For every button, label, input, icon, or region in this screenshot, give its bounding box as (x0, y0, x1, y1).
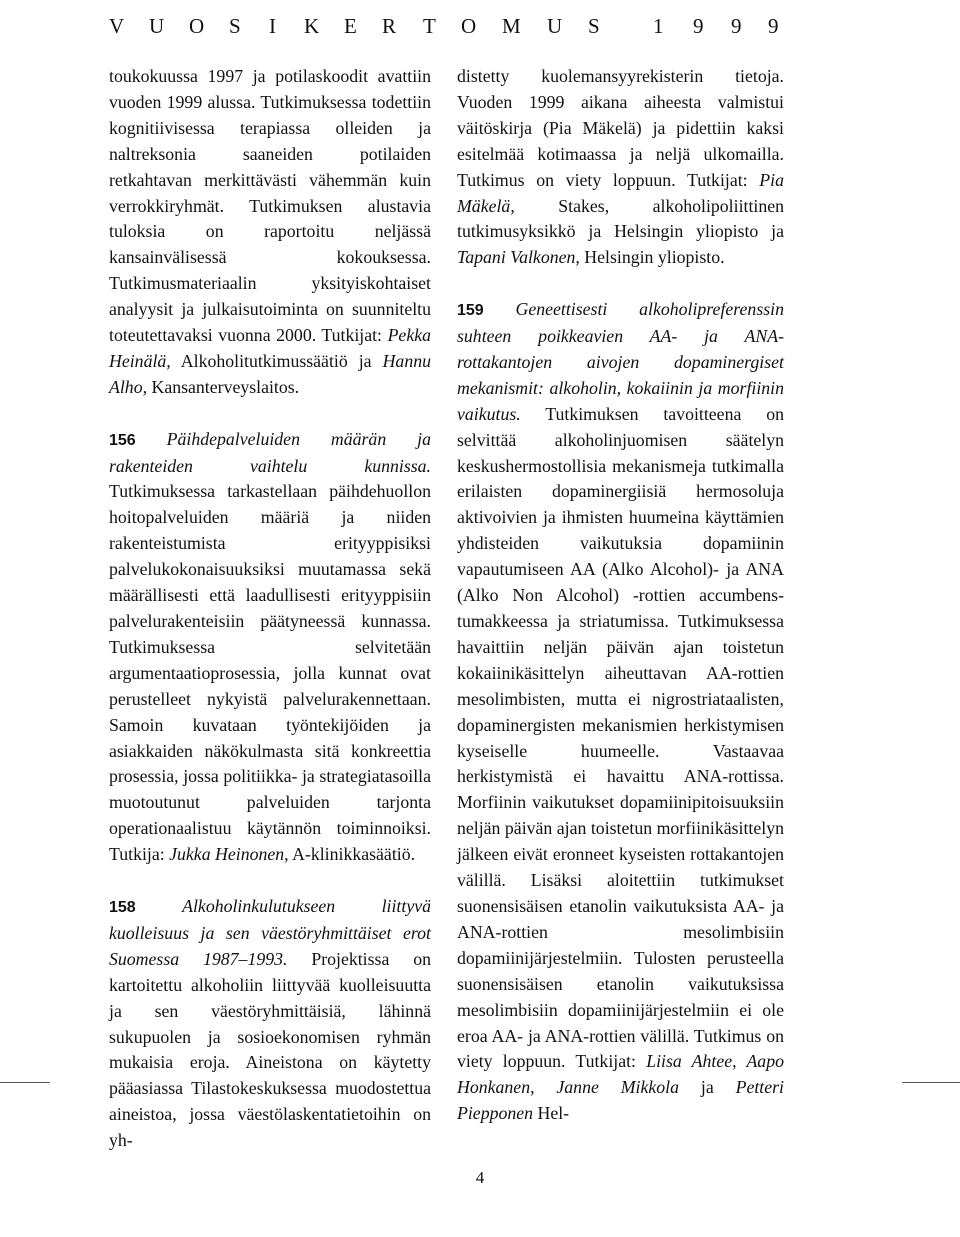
spacer (457, 271, 784, 297)
section-159 (457, 297, 784, 1127)
author-name: Pekka Heinälä, (109, 325, 431, 371)
margin-rule (0, 1082, 50, 1083)
header-letter: O (461, 14, 477, 38)
section-title: Alkoholinkulutukseen liittyvä kuolleisuus ja sen väestöryhmittäiset erot Suomessa 1987–1993. (109, 895, 431, 969)
left-column (109, 64, 431, 1154)
organization-text: Kansanterveyslaitos. (151, 376, 300, 397)
running-header (0, 14, 960, 44)
header-letter: V (109, 14, 125, 38)
header-letter: U (149, 14, 165, 38)
header-letter: E (344, 14, 357, 38)
header-letter: S (588, 14, 600, 38)
spacer (109, 868, 431, 894)
section-title: Päihdepalveluiden määrän ja rakenteiden vaihtelu kunnissa. (109, 428, 431, 476)
section-number: 158 (109, 898, 136, 916)
body-text: distetty kuolemansyyrekisterin tietoja. Vuoden 1999 aikana aiheesta valmistui väitöskirja (Pia Mäkelä) ja pidettiin kaksi esitelmää kotimaassa ja neljä ulkomailla. Tutkimus on viety loppuun. Tutkijat: (457, 66, 784, 190)
spacer (109, 401, 431, 427)
author-name: Tapani Valkonen, (457, 247, 580, 268)
paragraph (109, 64, 431, 401)
body-text: toukokuussa 1997 ja potilaskoodit avattiin vuoden 1999 alussa. Tutkimuksessa todettiin kognitiivisessa terapiassa olleiden ja naltreksonia saaneiden potilaiden retkahtavan merkittävästi vähemmän kuin verrokkiryhmät. Tutkimuksen alustavia tuloksia on raportoitu neljässä kansainvälisessä kokouksessa. Tutkimusmateriaalin yksityiskohtaiset analyysit ja julkaisutoiminta on suunniteltu toteutettavaksi vuonna 2000. Tutkijat: (109, 66, 431, 346)
section-number: 159 (457, 302, 484, 320)
header-letter: 9 (731, 14, 742, 38)
margin-rule (902, 1082, 960, 1083)
body-text: Tutkimuksen tavoitteena on selvittää alkoholinjuomisen säätelyn keskushermostollisia mekanismeja tutkimalla erilaisten dopaminergiisiä hermosoluja aktivoivien ja ihmisten huumeina käyttämien yhdisteiden vaikutuksia dopamiinin vapautumiseen AA (Alko Alcohol)- ja ANA (Alko Non Alcohol) -rottien accumbens-tumakkeessa ja striatumissa. Tutkimuksessa havaittiin neljän päivän ajan toistetun kokaiinikäsittelyn aiheuttavan AA-rottien mesolimbisten, mutta ei nigrostriataalisten, dopaminergisten mekanismien herkistymisen kyseiselle huumeelle. Vastaavaa herkistymistä ei havaittu ANA-rottissa. Morfiinin vaikutukset dopamiinipitoisuuksiin neljän päivän ajan toistetun morfiinikäsittelyn jälkeen eivät eronneet kyseisten rottakantojen välillä. Lisäksi aloitettiin tutkimukset suonensisäisen etanolin vaikutuksista AA- ja ANA-rottien mesolimbisiin dopamiinijärjestelmiin. Tulosten perusteella suonensisäisen etanolin vaikutuksissa mesolimbisiin dopamiinijärjestelmiin ei ole eroa AA- ja ANA-rottien välillä. Tutkimus on viety loppuun. Tutkijat: (457, 403, 785, 1072)
header-letter: 1 (653, 14, 664, 38)
section-156 (109, 427, 431, 868)
page-number: 4 (475, 1168, 485, 1187)
organization-text: Alkoholitutkimussäätiö ja (180, 350, 372, 371)
author-name: Petteri Piepponen (457, 1077, 784, 1124)
header-letter: O (189, 14, 205, 38)
author-name: Liisa Ahtee, Aapo Honkanen, Janne Mikkola (457, 1051, 784, 1098)
header-letter: U (547, 14, 563, 38)
header-letter: S (229, 14, 241, 38)
author-name: Hannu Alho, (109, 350, 431, 397)
body-text: Hel- (537, 1103, 570, 1124)
right-column (457, 64, 784, 1127)
body-text: Tutkimuksessa tarkastellaan päihdehuollon hoitopalveluiden määriä ja niiden rakenteistumista erityyppisiksi palvelukokonaisuuksiksi muutamassa sekä määrällisesti että laadullisesti erityyppisiin palvelurakenteisiin päätyneessä kunnassa. Tutkimuksessa selvitetään argumentaatioprosessia, jolla kunnat ovat perustelleet nykyistä palvelurakennettaan. Samoin kuvataan työntekijöiden ja asiakkaiden näkökulmasta sitä konkreettia prosessia, jossa politiikka- ja strategiatasoilla muotoutunut palveluiden tarjonta operationaalistuu käytännön toiminnoiksi. Tutkija: (109, 481, 431, 865)
section-158 (109, 894, 431, 1154)
header-letter: R (382, 14, 397, 38)
organization-text: Stakes, alkoholipoliittinen tutkimusyksikkö ja Helsingin yliopisto ja (457, 195, 784, 242)
organization-text: Helsingin yliopisto. (584, 247, 725, 268)
body-text: Projektissa on kartoitettu alkoholiin liittyvää kuolleisuutta ja sen väestöryhmittäisiä, lähinnä sukupuolen ja sosioekonomisen ryhmän mukaisia eroja. Aineistona on käytetty pääasiassa Tilastokeskuksessa muodostettua aineistoa, jossa väestölaskentatietoihin on yh- (109, 948, 431, 1151)
header-letter: K (304, 14, 320, 38)
header-letter: T (423, 14, 436, 38)
author-name: Jukka Heinonen, (169, 844, 289, 865)
header-letter: 9 (768, 14, 779, 38)
conjunction-text: ja (700, 1077, 714, 1098)
paragraph (457, 64, 784, 271)
organization-text: A-klinikkasäätiö. (292, 844, 416, 865)
header-letter: 9 (693, 14, 704, 38)
author-name: Pia Mäkelä, (457, 169, 784, 216)
section-title: Geneettisesti alkoholipreferenssin suhteen poikkeavien AA- ja ANA- rottakantojen aivojen dopaminergiset mekanismit: alkoholin, kokaiinin ja morfiinin vaikutus. (457, 299, 784, 424)
section-number: 156 (109, 431, 136, 449)
header-letter: I (269, 14, 276, 38)
header-letter: M (502, 14, 521, 38)
